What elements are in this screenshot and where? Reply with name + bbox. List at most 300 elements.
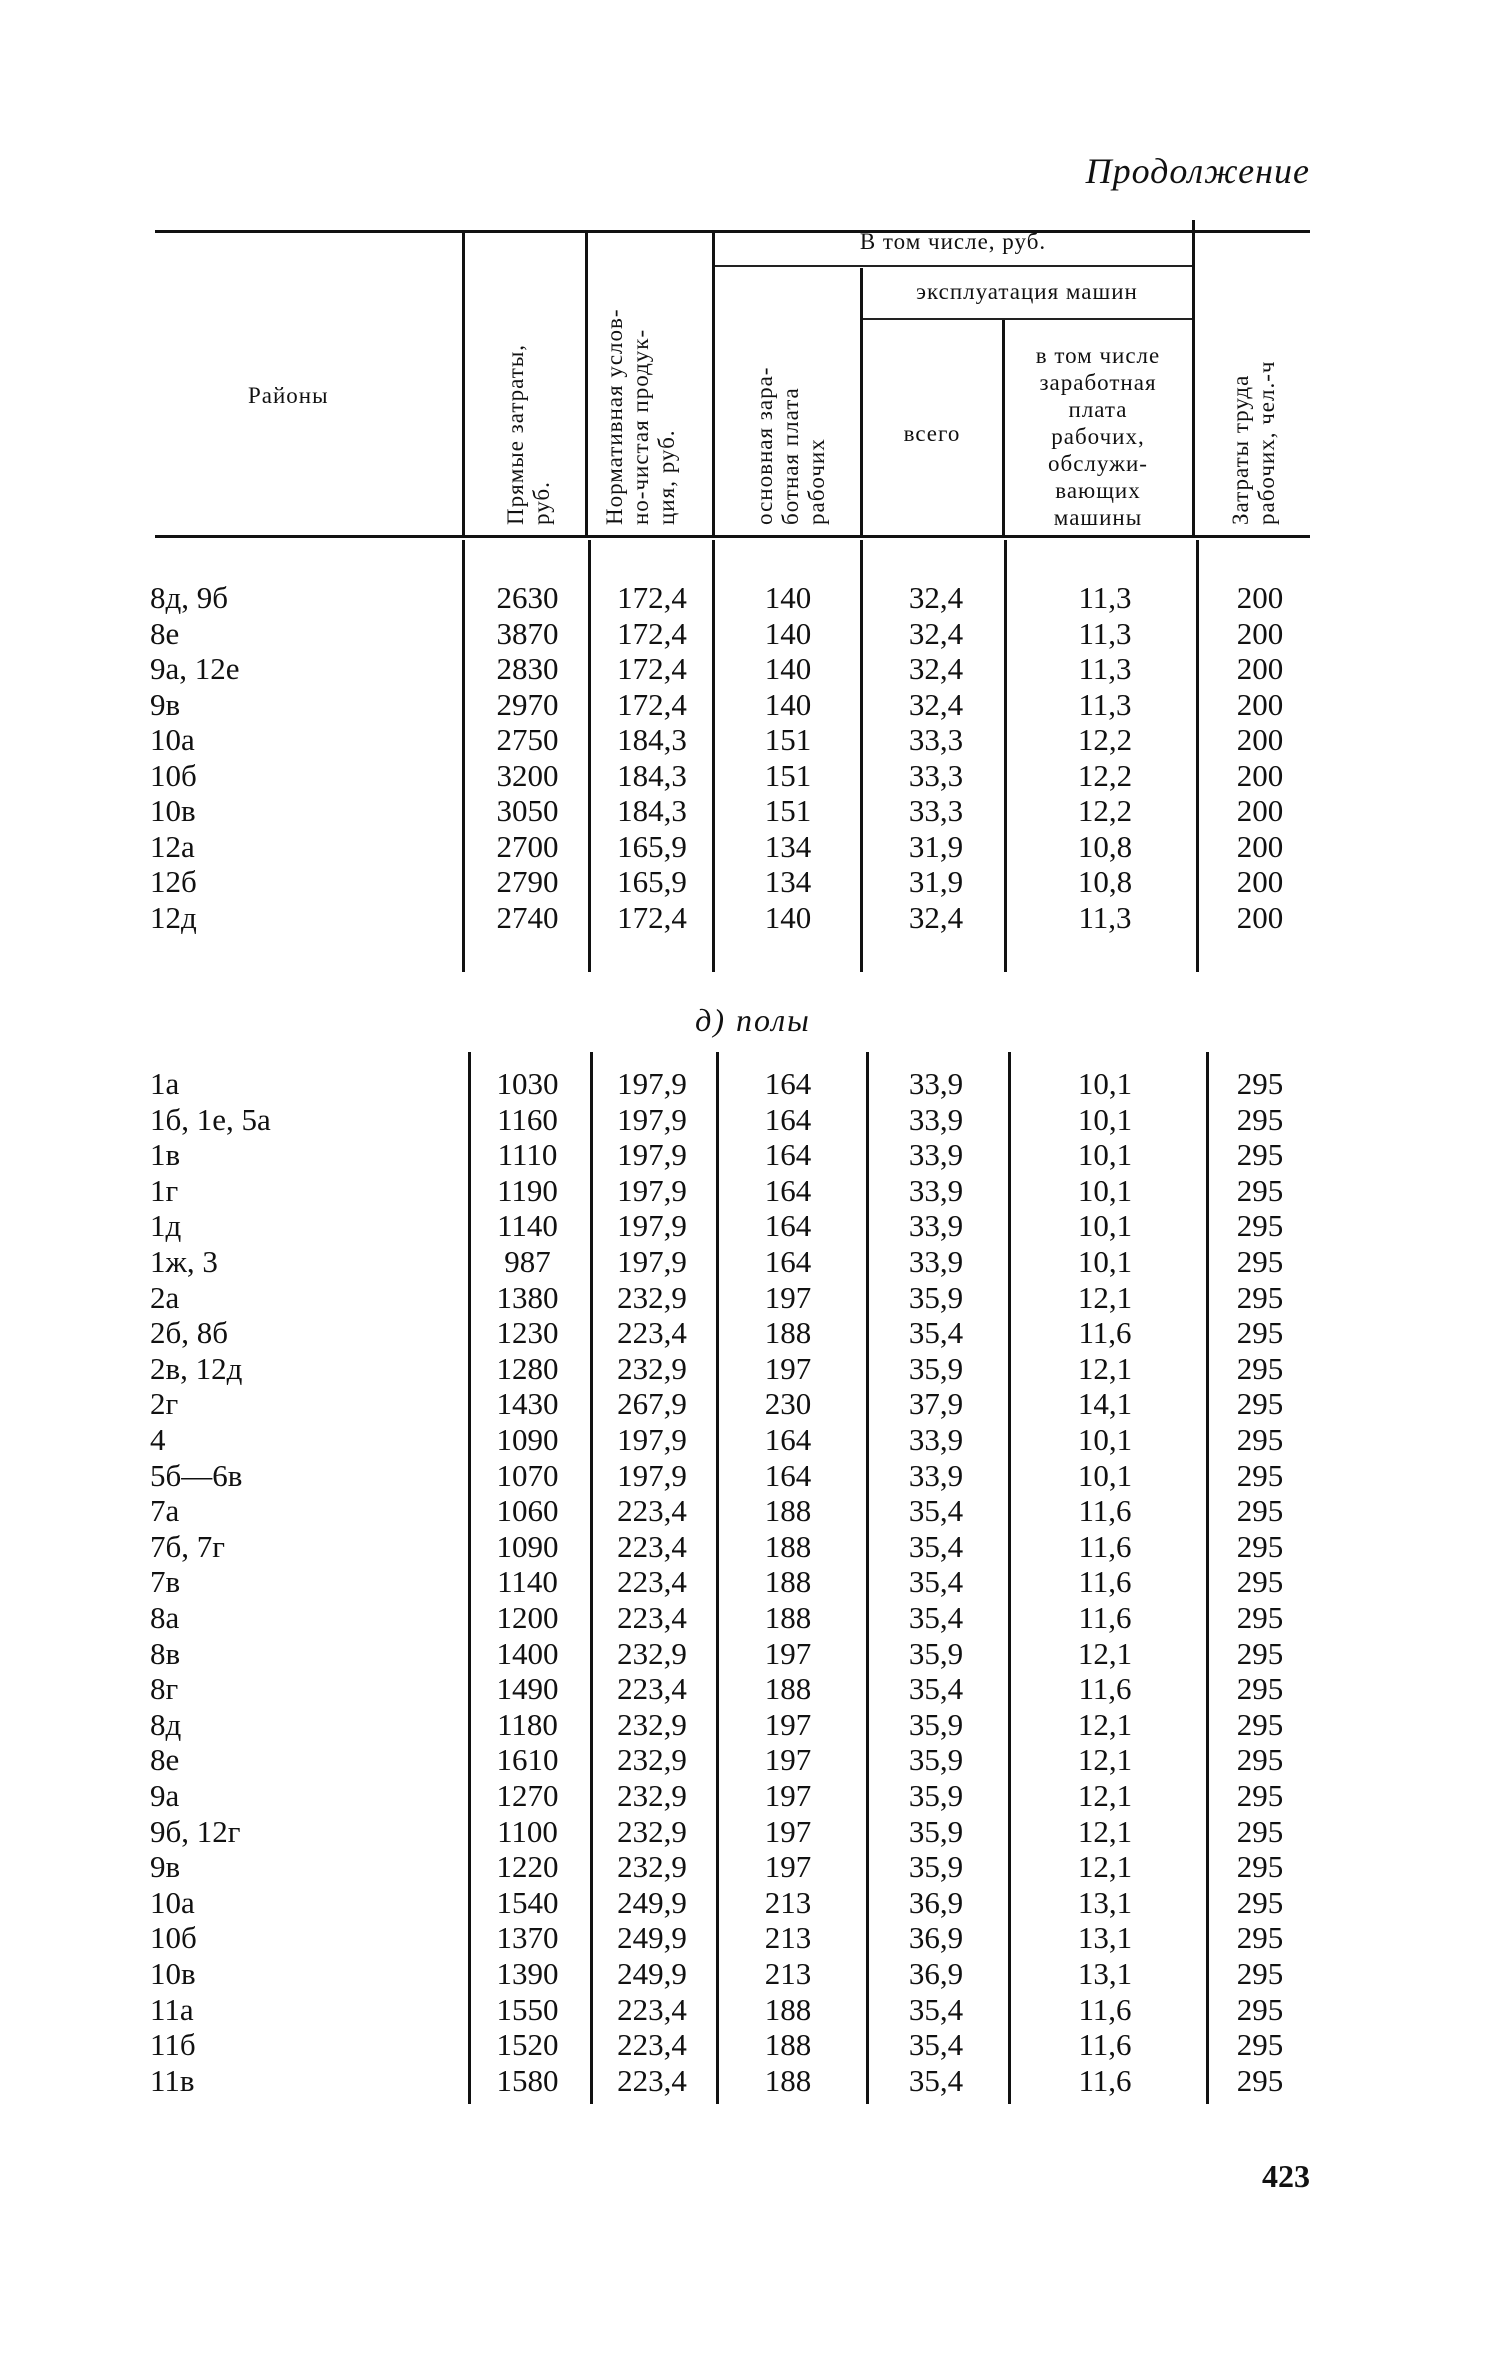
base-wage-cell: 134	[764, 828, 812, 864]
table-row	[0, 1280, 1506, 1316]
machine-wage-cell: 11,3	[1078, 615, 1132, 651]
machine-wage-cell: 10,8	[1077, 864, 1133, 899]
labor-cell: 295	[1236, 1386, 1284, 1422]
base-wage-cell: 188	[764, 1564, 812, 1600]
base-wage-cell: 213	[764, 1884, 812, 1920]
machine-wage-cell: 10,1	[1077, 1101, 1133, 1137]
district-cell: 11б	[150, 2027, 196, 2063]
labor-cell: 295	[1236, 1778, 1284, 1813]
machine-total-cell: 36,9	[908, 1884, 964, 1920]
direct-costs-cell: 2750	[496, 722, 559, 757]
machine-wage-cell: 11,3	[1078, 686, 1132, 722]
base-wage-cell: 188	[764, 1991, 812, 2027]
machine-wage-cell: 10,1	[1077, 1137, 1133, 1173]
table-row	[0, 1066, 1506, 1102]
table-row	[0, 829, 1506, 865]
normative-output-cell: 249,9	[617, 1884, 687, 1920]
machine-wage-cell: 11,6	[1078, 2027, 1132, 2063]
normative-output-cell: 223,4	[617, 1600, 687, 1635]
including-underline	[714, 265, 1192, 267]
base-wage-cell: 188	[764, 1493, 812, 1529]
table-row	[0, 1173, 1506, 1209]
direct-costs-cell: 1230	[496, 1315, 559, 1351]
base-wage-cell: 164	[764, 1208, 812, 1244]
normative-output-cell: 223,4	[617, 2062, 687, 2098]
district-cell: 10в	[150, 1956, 196, 1991]
base-wage-cell: 164	[764, 1422, 812, 1457]
labor-cell: 295	[1236, 2062, 1284, 2098]
continuation-label: Продолжение	[1085, 151, 1310, 191]
machine-total-cell: 31,9	[908, 828, 964, 864]
direct-costs-cell: 2740	[496, 899, 559, 935]
direct-costs-cell: 2970	[496, 686, 559, 722]
machine-total-cell: 32,4	[908, 615, 964, 651]
header-base-wage: основная зара- ботная плата рабочих	[752, 366, 829, 525]
machine-total-cell: 33,9	[908, 1422, 964, 1457]
normative-output-cell: 197,9	[617, 1244, 687, 1279]
district-cell: 7в	[150, 1564, 181, 1600]
labor-cell: 295	[1236, 1493, 1284, 1529]
normative-output-cell: 223,4	[617, 1564, 687, 1600]
header-total: всего	[903, 421, 961, 446]
machine-total-cell: 35,9	[908, 1778, 964, 1813]
machine-total-cell: 36,9	[908, 1920, 964, 1956]
table-row	[0, 1778, 1506, 1814]
normative-output-cell: 184,3	[617, 793, 687, 828]
page-number: 423	[1262, 2158, 1310, 2194]
table-row	[0, 1102, 1506, 1138]
machine-total-cell: 33,9	[908, 1208, 964, 1244]
table-row	[0, 1244, 1506, 1280]
table-row	[0, 1671, 1506, 1707]
normative-output-cell: 197,9	[617, 1457, 687, 1493]
machine-total-cell: 33,3	[908, 757, 964, 793]
machine-total-cell: 35,4	[908, 1315, 964, 1351]
machine-wage-cell: 13,1	[1077, 1920, 1133, 1956]
machine-wage-cell: 12,1	[1077, 1706, 1133, 1742]
direct-costs-cell: 2630	[496, 580, 559, 615]
normative-output-cell: 232,9	[617, 1706, 687, 1742]
direct-costs-cell: 1490	[496, 1671, 559, 1707]
direct-costs-cell: 1280	[496, 1350, 559, 1386]
header-labor: Затраты труда рабочих, чел.-ч	[1228, 360, 1279, 525]
district-cell: 8д	[150, 1706, 182, 1742]
machine-wage-cell: 10,1	[1077, 1457, 1133, 1493]
base-wage-cell: 213	[764, 1920, 812, 1956]
machine-wage-cell: 11,6	[1078, 1564, 1132, 1600]
base-wage-cell: 164	[764, 1172, 812, 1208]
labor-cell: 200	[1236, 651, 1284, 686]
machine-total-cell: 35,9	[908, 1350, 964, 1386]
direct-costs-cell: 1090	[496, 1422, 559, 1457]
table-row	[0, 687, 1506, 723]
direct-costs-cell: 3870	[496, 615, 559, 651]
header-col-divider-3	[712, 230, 715, 535]
district-cell: 1а	[150, 1066, 180, 1101]
district-cell: 10а	[150, 1884, 195, 1920]
machine-total-cell: 35,4	[908, 1600, 964, 1635]
base-wage-cell: 151	[764, 722, 812, 757]
labor-cell: 200	[1236, 793, 1284, 828]
labor-cell: 295	[1236, 1279, 1284, 1315]
labor-cell: 295	[1236, 1208, 1284, 1244]
machine-wage-cell: 13,1	[1077, 1884, 1133, 1920]
labor-cell: 200	[1236, 580, 1284, 615]
table-row	[0, 1137, 1506, 1173]
labor-cell: 200	[1236, 864, 1284, 899]
table-row	[0, 2027, 1506, 2063]
base-wage-cell: 197	[764, 1849, 812, 1885]
base-wage-cell: 188	[764, 1528, 812, 1564]
normative-output-cell: 232,9	[617, 1778, 687, 1813]
table-row	[0, 1992, 1506, 2028]
labor-cell: 200	[1236, 686, 1284, 722]
labor-cell: 295	[1236, 1671, 1284, 1707]
base-wage-cell: 197	[764, 1706, 812, 1742]
direct-costs-cell: 1220	[496, 1849, 559, 1885]
labor-cell: 295	[1236, 1956, 1284, 1991]
district-cell: 8е	[150, 615, 180, 651]
labor-cell: 200	[1236, 757, 1284, 793]
district-cell: 10в	[150, 793, 196, 828]
district-cell: 8г	[150, 1671, 179, 1707]
labor-cell: 295	[1236, 1884, 1284, 1920]
table-row	[0, 722, 1506, 758]
header-districts: Районы	[248, 383, 329, 408]
direct-costs-cell: 1610	[496, 1742, 559, 1778]
table-row	[0, 1707, 1506, 1743]
normative-output-cell: 249,9	[617, 1956, 687, 1991]
direct-costs-cell: 3050	[496, 793, 559, 828]
labor-cell: 200	[1236, 899, 1284, 935]
district-cell: 9а, 12е	[150, 651, 240, 686]
table-row	[0, 1742, 1506, 1778]
direct-costs-cell: 1520	[496, 2027, 559, 2063]
machine-wage-cell: 12,1	[1077, 1635, 1133, 1671]
district-cell: 8а	[150, 1600, 180, 1635]
normative-output-cell: 223,4	[617, 1671, 687, 1707]
base-wage-cell: 164	[764, 1457, 812, 1493]
base-wage-cell: 188	[764, 1315, 812, 1351]
labor-cell: 295	[1236, 1422, 1284, 1457]
district-cell: 1г	[150, 1172, 179, 1208]
labor-cell: 295	[1236, 1706, 1284, 1742]
machine-total-cell: 37,9	[908, 1386, 964, 1422]
header-col-divider-2	[585, 230, 588, 535]
machine-wage-cell: 10,1	[1077, 1244, 1133, 1279]
normative-output-cell: 165,9	[617, 828, 687, 864]
district-cell: 1ж, 3	[150, 1244, 218, 1279]
base-wage-cell: 164	[764, 1137, 812, 1173]
machine-wage-cell: 13,1	[1077, 1956, 1133, 1991]
district-cell: 1в	[150, 1137, 181, 1173]
machine-wage-cell: 12,1	[1077, 1742, 1133, 1778]
direct-costs-cell: 1030	[496, 1066, 559, 1101]
labor-cell: 295	[1236, 1849, 1284, 1885]
district-cell: 7а	[150, 1493, 180, 1529]
district-cell: 2б, 8б	[150, 1315, 229, 1351]
machine-total-cell: 35,9	[908, 1813, 964, 1849]
normative-output-cell: 172,4	[617, 899, 687, 935]
normative-output-cell: 232,9	[617, 1279, 687, 1315]
direct-costs-cell: 1370	[496, 1920, 559, 1956]
normative-output-cell: 223,4	[617, 2027, 687, 2063]
labor-cell: 295	[1236, 1101, 1284, 1137]
normative-output-cell: 184,3	[617, 757, 687, 793]
direct-costs-cell: 1140	[497, 1564, 558, 1600]
machine-total-cell: 35,9	[908, 1849, 964, 1885]
table-row	[0, 1458, 1506, 1494]
direct-costs-cell: 1110	[497, 1137, 558, 1173]
machine-total-cell: 31,9	[908, 864, 964, 899]
district-cell: 2г	[150, 1386, 179, 1422]
base-wage-cell: 197	[764, 1813, 812, 1849]
machine-wage-cell: 11,6	[1078, 1991, 1132, 2027]
district-cell: 8д, 9б	[150, 580, 229, 615]
machines-underline	[862, 318, 1192, 320]
machine-total-cell: 35,4	[908, 1528, 964, 1564]
machine-total-cell: 35,4	[908, 1991, 964, 2027]
machine-wage-cell: 10,1	[1077, 1066, 1133, 1101]
header-machine-wage: в том числе заработная плата рабочих, обслужи- вающих машины	[1035, 343, 1161, 530]
labor-cell: 295	[1236, 1920, 1284, 1956]
base-wage-cell: 197	[764, 1742, 812, 1778]
table-row	[0, 1386, 1506, 1422]
machine-total-cell: 32,4	[908, 580, 964, 615]
normative-output-cell: 223,4	[617, 1991, 687, 2027]
machine-wage-cell: 11,3	[1078, 651, 1132, 686]
machine-wage-cell: 10,1	[1077, 1208, 1133, 1244]
machine-wage-cell: 11,6	[1078, 1493, 1132, 1529]
machine-total-cell: 35,4	[908, 2062, 964, 2098]
base-wage-cell: 230	[764, 1386, 812, 1422]
direct-costs-cell: 1060	[496, 1493, 559, 1529]
labor-cell: 295	[1236, 1635, 1284, 1671]
base-wage-cell: 164	[764, 1244, 812, 1279]
base-wage-cell: 140	[764, 615, 812, 651]
machine-wage-cell: 10,1	[1077, 1172, 1133, 1208]
table-row	[0, 1600, 1506, 1636]
labor-cell: 295	[1236, 1350, 1284, 1386]
machine-total-cell: 32,4	[908, 651, 964, 686]
machine-total-cell: 36,9	[908, 1956, 964, 1991]
base-wage-cell: 140	[764, 899, 812, 935]
base-wage-cell: 140	[764, 580, 812, 615]
direct-costs-cell: 1430	[496, 1386, 559, 1422]
direct-costs-cell: 1540	[496, 1884, 559, 1920]
base-wage-cell: 197	[764, 1350, 812, 1386]
district-cell: 2а	[150, 1279, 180, 1315]
labor-cell: 200	[1236, 615, 1284, 651]
table-row	[0, 1849, 1506, 1885]
direct-costs-cell: 2790	[496, 864, 559, 899]
district-cell: 9б, 12г	[150, 1813, 241, 1849]
labor-cell: 295	[1236, 1315, 1284, 1351]
machine-wage-cell: 11,3	[1078, 899, 1132, 935]
header-machine-operation: эксплуатация машин	[916, 279, 1138, 304]
direct-costs-cell: 1550	[496, 1991, 559, 2027]
base-wage-cell: 197	[764, 1778, 812, 1813]
base-wage-cell: 140	[764, 686, 812, 722]
direct-costs-cell: 1580	[496, 2062, 559, 2098]
base-wage-cell: 134	[764, 864, 812, 899]
normative-output-cell: 197,9	[617, 1101, 687, 1137]
district-cell: 9в	[150, 1849, 181, 1885]
direct-costs-cell: 1160	[497, 1101, 558, 1137]
machine-total-cell: 35,4	[908, 1671, 964, 1707]
base-wage-cell: 164	[764, 1066, 812, 1101]
machine-total-cell: 33,3	[908, 793, 964, 828]
machine-wage-cell: 12,1	[1077, 1279, 1133, 1315]
base-wage-cell: 188	[764, 1600, 812, 1635]
machine-wage-cell: 12,1	[1077, 1350, 1133, 1386]
machine-total-cell: 35,9	[908, 1279, 964, 1315]
base-wage-cell: 151	[764, 757, 812, 793]
district-cell: 10б	[150, 757, 197, 793]
district-cell: 12б	[150, 864, 197, 899]
direct-costs-cell: 1400	[496, 1635, 559, 1671]
district-cell: 11а	[150, 1991, 194, 2027]
direct-costs-cell: 1070	[496, 1457, 559, 1493]
table-row	[0, 1564, 1506, 1600]
machine-total-cell: 33,9	[908, 1137, 964, 1173]
district-cell: 5б—6в	[150, 1457, 243, 1493]
direct-costs-cell: 1100	[497, 1813, 558, 1849]
table-row	[0, 1315, 1506, 1351]
district-cell: 4	[150, 1422, 166, 1457]
direct-costs-cell: 1190	[497, 1172, 558, 1208]
district-cell: 2в, 12д	[150, 1350, 243, 1386]
table-row	[0, 864, 1506, 900]
table-row	[0, 580, 1506, 616]
normative-output-cell: 232,9	[617, 1742, 687, 1778]
direct-costs-cell: 1180	[497, 1706, 558, 1742]
table-row	[0, 1422, 1506, 1458]
normative-output-cell: 172,4	[617, 651, 687, 686]
header-direct-costs: Прямые затраты, руб.	[503, 343, 554, 525]
table-row	[0, 1636, 1506, 1672]
direct-costs-cell: 1380	[496, 1279, 559, 1315]
machine-wage-cell: 12,1	[1077, 1849, 1133, 1885]
table-row	[0, 1529, 1506, 1565]
normative-output-cell: 197,9	[617, 1422, 687, 1457]
labor-cell: 295	[1236, 2027, 1284, 2063]
normative-output-cell: 197,9	[617, 1137, 687, 1173]
direct-costs-cell: 1200	[496, 1600, 559, 1635]
table-row	[0, 2063, 1506, 2099]
district-cell: 10б	[150, 1920, 197, 1956]
base-wage-cell: 188	[764, 1671, 812, 1707]
table-row	[0, 1814, 1506, 1850]
labor-cell: 295	[1236, 1600, 1284, 1635]
normative-output-cell: 172,4	[617, 686, 687, 722]
normative-output-cell: 172,4	[617, 615, 687, 651]
normative-output-cell: 232,9	[617, 1813, 687, 1849]
labor-cell: 295	[1236, 1742, 1284, 1778]
district-cell: 10а	[150, 722, 195, 757]
base-wage-cell: 197	[764, 1279, 812, 1315]
labor-cell: 295	[1236, 1564, 1284, 1600]
machine-total-cell: 33,9	[908, 1172, 964, 1208]
header-col-divider-1	[462, 230, 465, 535]
machine-wage-cell: 11,3	[1078, 580, 1132, 615]
direct-costs-cell: 1140	[497, 1208, 558, 1244]
normative-output-cell: 197,9	[617, 1208, 687, 1244]
header-normative-output: Нормативная услов- но-чистая продук- ция, руб.	[602, 308, 679, 525]
machine-wage-cell: 12,2	[1077, 722, 1133, 757]
table-row	[0, 1920, 1506, 1956]
labor-cell: 200	[1236, 828, 1284, 864]
machine-wage-cell: 10,8	[1077, 828, 1133, 864]
base-wage-cell: 197	[764, 1635, 812, 1671]
normative-output-cell: 223,4	[617, 1315, 687, 1351]
labor-cell: 295	[1236, 1457, 1284, 1493]
machine-wage-cell: 12,1	[1077, 1813, 1133, 1849]
normative-output-cell: 232,9	[617, 1849, 687, 1885]
table-row	[0, 651, 1506, 687]
table-row	[0, 616, 1506, 652]
district-cell: 12д	[150, 899, 197, 935]
machine-total-cell: 33,9	[908, 1244, 964, 1279]
header-including: В том числе, руб.	[859, 229, 1047, 254]
district-cell: 11в	[150, 2062, 195, 2098]
table-row	[0, 1351, 1506, 1387]
labor-cell: 295	[1236, 1137, 1284, 1173]
normative-output-cell: 172,4	[617, 580, 687, 615]
machine-total-cell: 33,9	[908, 1457, 964, 1493]
machine-wage-cell: 11,6	[1078, 1528, 1132, 1564]
base-wage-cell: 151	[764, 793, 812, 828]
direct-costs-cell: 1090	[496, 1528, 559, 1564]
base-wage-cell: 213	[764, 1956, 812, 1991]
normative-output-cell: 232,9	[617, 1635, 687, 1671]
machine-wage-cell: 14,1	[1077, 1386, 1133, 1422]
normative-output-cell: 267,9	[617, 1386, 687, 1422]
machine-total-cell: 32,4	[908, 686, 964, 722]
normative-output-cell: 249,9	[617, 1920, 687, 1956]
base-wage-cell: 140	[764, 651, 812, 686]
district-cell: 1д	[150, 1208, 182, 1244]
machine-wage-cell: 11,6	[1078, 1315, 1132, 1351]
labor-cell: 295	[1236, 1066, 1284, 1101]
labor-cell: 295	[1236, 1528, 1284, 1564]
machine-wage-cell: 12,2	[1077, 793, 1133, 828]
normative-output-cell: 184,3	[617, 722, 687, 757]
table-row	[0, 793, 1506, 829]
normative-output-cell: 232,9	[617, 1350, 687, 1386]
machine-wage-cell: 11,6	[1078, 2062, 1132, 2098]
labor-cell: 295	[1236, 1172, 1284, 1208]
labor-cell: 295	[1236, 1244, 1284, 1279]
normative-output-cell: 197,9	[617, 1066, 687, 1101]
machine-wage-cell: 11,6	[1078, 1671, 1132, 1707]
header-col-divider-4	[860, 268, 863, 535]
machine-wage-cell: 10,1	[1077, 1422, 1133, 1457]
machine-total-cell: 35,4	[908, 1493, 964, 1529]
base-wage-cell: 188	[764, 2062, 812, 2098]
machine-total-cell: 33,3	[908, 722, 964, 757]
table-row	[0, 1493, 1506, 1529]
district-cell: 9в	[150, 686, 181, 722]
machine-total-cell: 33,9	[908, 1101, 964, 1137]
table-row	[0, 1208, 1506, 1244]
machine-total-cell: 32,4	[908, 899, 964, 935]
base-wage-cell: 164	[764, 1101, 812, 1137]
machine-wage-cell: 11,6	[1078, 1600, 1132, 1635]
labor-cell: 295	[1236, 1991, 1284, 2027]
district-cell: 7б, 7г	[150, 1528, 225, 1564]
district-cell: 9а	[150, 1778, 180, 1813]
